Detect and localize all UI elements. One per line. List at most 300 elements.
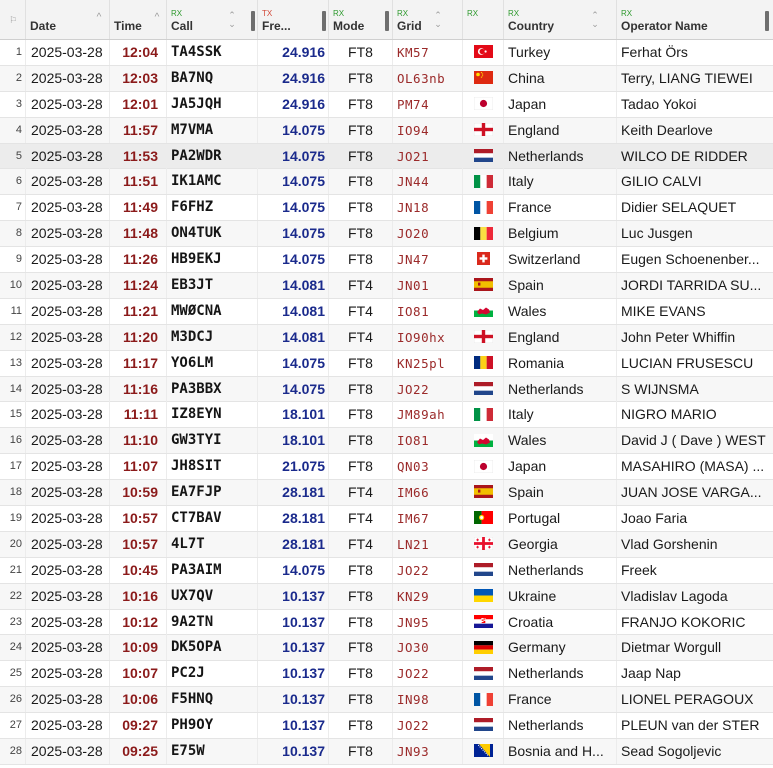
callsign-cell[interactable]: M3DCJ	[167, 325, 258, 350]
frequency-cell: 10.137	[258, 739, 329, 764]
row-number: 10	[0, 273, 26, 298]
date-cell: 2025-03-28	[26, 532, 110, 557]
header-flag-sup: RX	[467, 9, 479, 18]
time-cell: 12:03	[110, 66, 167, 91]
frequency-cell: 24.916	[258, 40, 329, 65]
frequency-cell: 21.075	[258, 454, 329, 479]
nl-icon	[474, 382, 493, 395]
row-number: 14	[0, 377, 26, 402]
row-number: 6	[0, 169, 26, 194]
time-cell: 11:53	[110, 144, 167, 169]
flag-cell	[463, 480, 504, 505]
grid-locator-cell: IO94	[393, 118, 463, 143]
flag-cell	[463, 351, 504, 376]
header-frequency[interactable]	[258, 0, 329, 39]
grid-locator-cell: JO30	[393, 635, 463, 660]
row-number: 26	[0, 687, 26, 712]
country-cell: Wales	[504, 299, 617, 324]
country-cell: Netherlands	[504, 713, 617, 738]
table-row[interactable]	[0, 558, 773, 584]
column-resize-handle[interactable]	[322, 11, 326, 31]
sort-asc-icon[interactable]: ^	[96, 12, 102, 23]
flag-cell	[463, 377, 504, 402]
flag-cell	[463, 506, 504, 531]
frequency-cell: 14.081	[258, 299, 329, 324]
row-number: 21	[0, 558, 26, 583]
operator-name-cell: GILIO CALVI	[621, 173, 702, 190]
operator-name-cell: John Peter Whiffin	[621, 328, 736, 345]
date-cell: 2025-03-28	[26, 195, 110, 220]
operator-name-cell: MASAHIRO (MASA) ...	[621, 458, 765, 475]
flag-cell	[463, 558, 504, 583]
mode-cell: FT8	[329, 454, 393, 479]
operator-name-cell: Ferhat Örs	[621, 44, 688, 60]
header-mode-sup: RX	[333, 9, 345, 18]
date-cell: 2025-03-28	[26, 584, 110, 609]
frequency-cell: 28.181	[258, 532, 329, 557]
column-resize-handle[interactable]	[251, 11, 255, 31]
callsign-cell[interactable]: JA5JQH	[167, 92, 258, 117]
operator-name-cell: FRANJO KOKORIC	[621, 613, 746, 630]
country-cell: France	[504, 687, 617, 712]
operator-name-cell: Dietmar Worgull	[621, 639, 722, 656]
sort-toggle-icon[interactable]: ⌃ ⌄	[228, 10, 236, 29]
country-cell: France	[504, 195, 617, 220]
frequency-cell: 14.075	[258, 377, 329, 402]
header-country-label: Country	[508, 19, 554, 33]
table-row[interactable]	[0, 635, 773, 661]
flag-cell	[463, 635, 504, 660]
row-number: 5	[0, 144, 26, 169]
date-cell: 2025-03-28	[26, 325, 110, 350]
grid-locator-cell: JN18	[393, 195, 463, 220]
header-country[interactable]	[504, 0, 617, 39]
row-number: 8	[0, 221, 26, 246]
table-row[interactable]	[0, 92, 773, 118]
date-cell: 2025-03-28	[26, 351, 110, 376]
grid-locator-cell: JN47	[393, 247, 463, 272]
row-number: 28	[0, 739, 26, 764]
date-cell: 2025-03-28	[26, 713, 110, 738]
mode-cell: FT8	[329, 610, 393, 635]
table-row[interactable]	[0, 144, 773, 170]
time-cell: 10:59	[110, 480, 167, 505]
table-row[interactable]	[0, 506, 773, 532]
callsign-cell[interactable]: GW3TYI	[167, 428, 258, 453]
ro-icon	[474, 356, 493, 369]
row-number: 7	[0, 195, 26, 220]
mode-cell: FT8	[329, 351, 393, 376]
time-cell: 11:24	[110, 273, 167, 298]
flag-cell	[463, 610, 504, 635]
mode-cell: FT4	[329, 325, 393, 350]
callsign-cell[interactable]: 9A2TN	[167, 610, 258, 635]
header-call-sup: RX	[171, 9, 183, 18]
country-cell: Italy	[504, 169, 617, 194]
row-number: 2	[0, 66, 26, 91]
time-cell: 11:21	[110, 299, 167, 324]
country-cell: England	[504, 118, 617, 143]
header-grid-label: Grid	[397, 19, 422, 33]
time-cell: 10:16	[110, 584, 167, 609]
es-icon	[474, 485, 493, 498]
callsign-cell[interactable]: UX7QV	[167, 584, 258, 609]
header-call[interactable]	[167, 0, 258, 39]
time-cell: 12:04	[110, 40, 167, 65]
mode-cell: FT4	[329, 532, 393, 557]
frequency-cell: 14.075	[258, 247, 329, 272]
wales-icon	[474, 434, 493, 447]
callsign-cell[interactable]: E75W	[167, 739, 258, 764]
table-row[interactable]	[0, 402, 773, 428]
mode-cell: FT4	[329, 480, 393, 505]
callsign-cell[interactable]: PA3BBX	[167, 377, 258, 402]
flag-cell	[463, 169, 504, 194]
row-number: 12	[0, 325, 26, 350]
country-cell: Georgia	[504, 532, 617, 557]
flag-cell	[463, 273, 504, 298]
frequency-cell: 28.181	[258, 506, 329, 531]
row-number: 4	[0, 118, 26, 143]
flag-cell	[463, 402, 504, 427]
ua-icon	[474, 589, 493, 602]
row-number: 19	[0, 506, 26, 531]
time-cell: 11:48	[110, 221, 167, 246]
callsign-cell[interactable]: HB9EKJ	[167, 247, 258, 272]
mode-cell: FT8	[329, 169, 393, 194]
table-row[interactable]	[0, 428, 773, 454]
date-cell: 2025-03-28	[26, 273, 110, 298]
table-row[interactable]	[0, 169, 773, 195]
row-number: 20	[0, 532, 26, 557]
table-row[interactable]	[0, 40, 773, 66]
callsign-cell[interactable]: PH9OY	[167, 713, 258, 738]
grid-locator-cell: IN98	[393, 687, 463, 712]
time-cell: 10:45	[110, 558, 167, 583]
it-icon	[474, 408, 493, 421]
frequency-cell: 10.137	[258, 661, 329, 686]
header-operator[interactable]	[617, 0, 773, 39]
en-icon	[474, 330, 493, 343]
country-cell: Spain	[504, 480, 617, 505]
date-cell: 2025-03-28	[26, 480, 110, 505]
table-row[interactable]	[0, 480, 773, 506]
flag-cell	[463, 661, 504, 686]
callsign-cell[interactable]: IZ8EYN	[167, 402, 258, 427]
frequency-cell: 18.101	[258, 428, 329, 453]
frequency-cell: 14.075	[258, 118, 329, 143]
header-index[interactable]	[0, 0, 26, 39]
country-cell: Italy	[504, 402, 617, 427]
operator-name-cell: NIGRO MARIO	[621, 406, 717, 423]
time-cell: 11:11	[110, 402, 167, 427]
table-row[interactable]	[0, 610, 773, 636]
header-grid-sup: RX	[397, 9, 409, 18]
fr-icon	[474, 201, 493, 214]
table-row[interactable]	[0, 532, 773, 558]
callsign-cell[interactable]: 4L7T	[167, 532, 258, 557]
callsign-cell[interactable]: YO6LM	[167, 351, 258, 376]
time-cell: 10:57	[110, 532, 167, 557]
operator-name-cell: JUAN JOSE VARGA...	[621, 484, 762, 501]
country-cell: Wales	[504, 428, 617, 453]
es-icon	[474, 278, 493, 291]
grid-locator-cell: JO22	[393, 377, 463, 402]
time-cell: 10:07	[110, 661, 167, 686]
grid-locator-cell: JN44	[393, 169, 463, 194]
table-row[interactable]	[0, 66, 773, 92]
operator-name-cell: Didier SELAQUET	[621, 199, 737, 216]
grid-locator-cell: KM57	[393, 40, 463, 65]
flag-cell	[463, 40, 504, 65]
grid-locator-cell: JN93	[393, 739, 463, 764]
header-flag[interactable]	[463, 0, 504, 39]
country-cell: Netherlands	[504, 558, 617, 583]
callsign-cell[interactable]: PA3AIM	[167, 558, 258, 583]
nl-icon	[474, 149, 493, 162]
grid-locator-cell: JO21	[393, 144, 463, 169]
time-cell: 10:57	[110, 506, 167, 531]
table-row[interactable]	[0, 351, 773, 377]
grid-locator-cell: IM67	[393, 506, 463, 531]
callsign-cell[interactable]: EA7FJP	[167, 480, 258, 505]
header-mode[interactable]	[329, 0, 393, 39]
table-row[interactable]	[0, 713, 773, 739]
callsign-cell[interactable]: M7VMA	[167, 118, 258, 143]
frequency-cell: 18.101	[258, 402, 329, 427]
mode-cell: FT8	[329, 66, 393, 91]
grid-locator-cell: OL63nb	[393, 66, 463, 91]
table-row[interactable]	[0, 584, 773, 610]
frequency-cell: 24.916	[258, 92, 329, 117]
callsign-cell[interactable]: PA2WDR	[167, 144, 258, 169]
row-number: 15	[0, 402, 26, 427]
time-cell: 11:49	[110, 195, 167, 220]
country-cell: Portugal	[504, 506, 617, 531]
frequency-cell: 14.075	[258, 195, 329, 220]
mode-cell: FT8	[329, 713, 393, 738]
frequency-cell: 10.137	[258, 687, 329, 712]
frequency-cell: 28.181	[258, 480, 329, 505]
mode-cell: FT8	[329, 195, 393, 220]
operator-name-cell: JORDI TARRIDA SU...	[621, 277, 762, 294]
sort-toggle-icon[interactable]: ⌃ ⌄	[591, 10, 599, 29]
mode-cell: FT8	[329, 118, 393, 143]
callsign-cell[interactable]: DK5OPA	[167, 635, 258, 660]
time-cell: 10:09	[110, 635, 167, 660]
grid-locator-cell: IO90hx	[393, 325, 463, 350]
flag-cell	[463, 739, 504, 764]
grid-locator-cell: KN25pl	[393, 351, 463, 376]
table-row[interactable]	[0, 687, 773, 713]
date-cell: 2025-03-28	[26, 144, 110, 169]
header-operator-label: Operator Name	[621, 19, 708, 33]
ge-icon	[474, 537, 493, 550]
frequency-cell: 14.081	[258, 325, 329, 350]
column-resize-handle[interactable]	[765, 11, 769, 31]
country-cell: China	[504, 66, 617, 91]
frequency-cell: 10.137	[258, 584, 329, 609]
operator-name-cell: S WIJNSMA	[621, 380, 699, 397]
flag-cell	[463, 66, 504, 91]
frequency-cell: 14.075	[258, 144, 329, 169]
frequency-cell: 14.075	[258, 558, 329, 583]
row-number: 13	[0, 351, 26, 376]
table-row[interactable]	[0, 661, 773, 687]
time-cell: 11:20	[110, 325, 167, 350]
frequency-cell: 14.075	[258, 221, 329, 246]
tr-icon	[474, 45, 493, 58]
operator-name-cell: Terry, LIANG TIEWEI	[621, 69, 753, 86]
grid-locator-cell: IM66	[393, 480, 463, 505]
mode-cell: FT4	[329, 273, 393, 298]
header-freq-sup: TX	[262, 9, 273, 18]
grid-locator-cell: JO20	[393, 221, 463, 246]
header-call-label: Call	[171, 19, 194, 33]
time-cell: 10:12	[110, 610, 167, 635]
time-cell: 11:17	[110, 351, 167, 376]
mode-cell: FT8	[329, 144, 393, 169]
time-cell: 10:06	[110, 687, 167, 712]
country-cell: Netherlands	[504, 377, 617, 402]
flag-cell	[463, 118, 504, 143]
country-cell: Belgium	[504, 221, 617, 246]
operator-name-cell: Vlad Gorshenin	[621, 535, 718, 552]
operator-name-cell: PLEUN van der STER	[621, 717, 760, 734]
callsign-cell[interactable]: JH8SIT	[167, 454, 258, 479]
flag-cell	[463, 584, 504, 609]
flag-cell	[463, 92, 504, 117]
mode-cell: FT8	[329, 584, 393, 609]
filter-icon: ⚐	[8, 15, 18, 25]
table-row[interactable]	[0, 377, 773, 403]
callsign-cell[interactable]: TA4SSK	[167, 40, 258, 65]
header-country-sup: RX	[508, 9, 520, 18]
mode-cell: FT8	[329, 247, 393, 272]
grid-locator-cell: IO81	[393, 299, 463, 324]
cn-icon	[474, 71, 493, 84]
country-cell: Japan	[504, 92, 617, 117]
date-cell: 2025-03-28	[26, 610, 110, 635]
flag-cell	[463, 454, 504, 479]
callsign-cell[interactable]: MWØCNA	[167, 299, 258, 324]
row-number: 17	[0, 454, 26, 479]
operator-name-cell: MIKE EVANS	[621, 302, 706, 319]
date-cell: 2025-03-28	[26, 739, 110, 764]
en-icon	[474, 123, 493, 136]
header-date-label: Date	[30, 19, 57, 33]
date-cell: 2025-03-28	[26, 506, 110, 531]
grid-locator-cell: QN03	[393, 454, 463, 479]
mode-cell: FT8	[329, 40, 393, 65]
fr-icon	[474, 693, 493, 706]
flag-cell	[463, 299, 504, 324]
operator-name-cell: Luc Jusgen	[621, 225, 693, 242]
flag-cell	[463, 325, 504, 350]
country-cell: Romania	[504, 351, 617, 376]
table-row[interactable]	[0, 273, 773, 299]
table-row[interactable]	[0, 118, 773, 144]
time-cell: 11:57	[110, 118, 167, 143]
column-resize-handle[interactable]	[385, 11, 389, 31]
mode-cell: FT4	[329, 299, 393, 324]
table-row[interactable]	[0, 739, 773, 765]
callsign-cell[interactable]: IK1AMC	[167, 169, 258, 194]
grid-locator-cell: JN01	[393, 273, 463, 298]
country-cell: Netherlands	[504, 144, 617, 169]
jp-icon	[474, 460, 493, 473]
callsign-cell[interactable]: CT7BAV	[167, 506, 258, 531]
table-row[interactable]	[0, 299, 773, 325]
time-cell: 12:01	[110, 92, 167, 117]
flag-cell	[463, 532, 504, 557]
grid-locator-cell: PM74	[393, 92, 463, 117]
grid-locator-cell: LN21	[393, 532, 463, 557]
callsign-cell[interactable]: EB3JT	[167, 273, 258, 298]
callsign-cell[interactable]: BA7NQ	[167, 66, 258, 91]
date-cell: 2025-03-28	[26, 402, 110, 427]
pt-icon	[474, 511, 493, 524]
operator-name-cell: LUCIAN FRUSESCU	[621, 354, 754, 371]
header-grid[interactable]	[393, 0, 463, 39]
callsign-cell[interactable]: F6FHZ	[167, 195, 258, 220]
mode-cell: FT8	[329, 739, 393, 764]
grid-locator-cell: JM89ah	[393, 402, 463, 427]
mode-cell: FT8	[329, 92, 393, 117]
date-cell: 2025-03-28	[26, 661, 110, 686]
date-cell: 2025-03-28	[26, 377, 110, 402]
operator-name-cell: David J ( Dave ) WEST	[621, 432, 766, 449]
date-cell: 2025-03-28	[26, 169, 110, 194]
de-icon	[474, 641, 493, 654]
header-time[interactable]	[110, 0, 167, 39]
table-row[interactable]	[0, 221, 773, 247]
callsign-cell[interactable]: PC2J	[167, 661, 258, 686]
sort-asc-icon[interactable]: ^	[154, 12, 160, 23]
operator-name-cell: Tadao Yokoi	[621, 95, 697, 112]
mode-cell: FT8	[329, 661, 393, 686]
grid-body	[0, 40, 773, 765]
date-cell: 2025-03-28	[26, 221, 110, 246]
date-cell: 2025-03-28	[26, 454, 110, 479]
flag-cell	[463, 247, 504, 272]
callsign-cell[interactable]: ON4TUK	[167, 221, 258, 246]
row-number: 27	[0, 713, 26, 738]
table-row[interactable]	[0, 247, 773, 273]
be-icon	[474, 227, 493, 240]
operator-name-cell: Jaap Nap	[621, 665, 681, 682]
row-number: 11	[0, 299, 26, 324]
header-freq-label: Fre...	[262, 19, 291, 33]
wales-icon	[474, 304, 493, 317]
grid-locator-cell: JO22	[393, 558, 463, 583]
table-row[interactable]	[0, 195, 773, 221]
mode-cell: FT8	[329, 635, 393, 660]
table-row[interactable]	[0, 325, 773, 351]
header-date[interactable]	[26, 0, 110, 39]
time-cell: 11:07	[110, 454, 167, 479]
time-cell: 09:25	[110, 739, 167, 764]
grid-locator-cell: KN29	[393, 584, 463, 609]
country-cell: Germany	[504, 635, 617, 660]
country-cell: Spain	[504, 273, 617, 298]
grid-header	[0, 0, 773, 40]
table-row[interactable]	[0, 454, 773, 480]
country-cell: Switzerland	[504, 247, 617, 272]
callsign-cell[interactable]: F5HNQ	[167, 687, 258, 712]
sort-toggle-icon[interactable]: ⌃ ⌄	[434, 10, 442, 29]
mode-cell: FT4	[329, 506, 393, 531]
